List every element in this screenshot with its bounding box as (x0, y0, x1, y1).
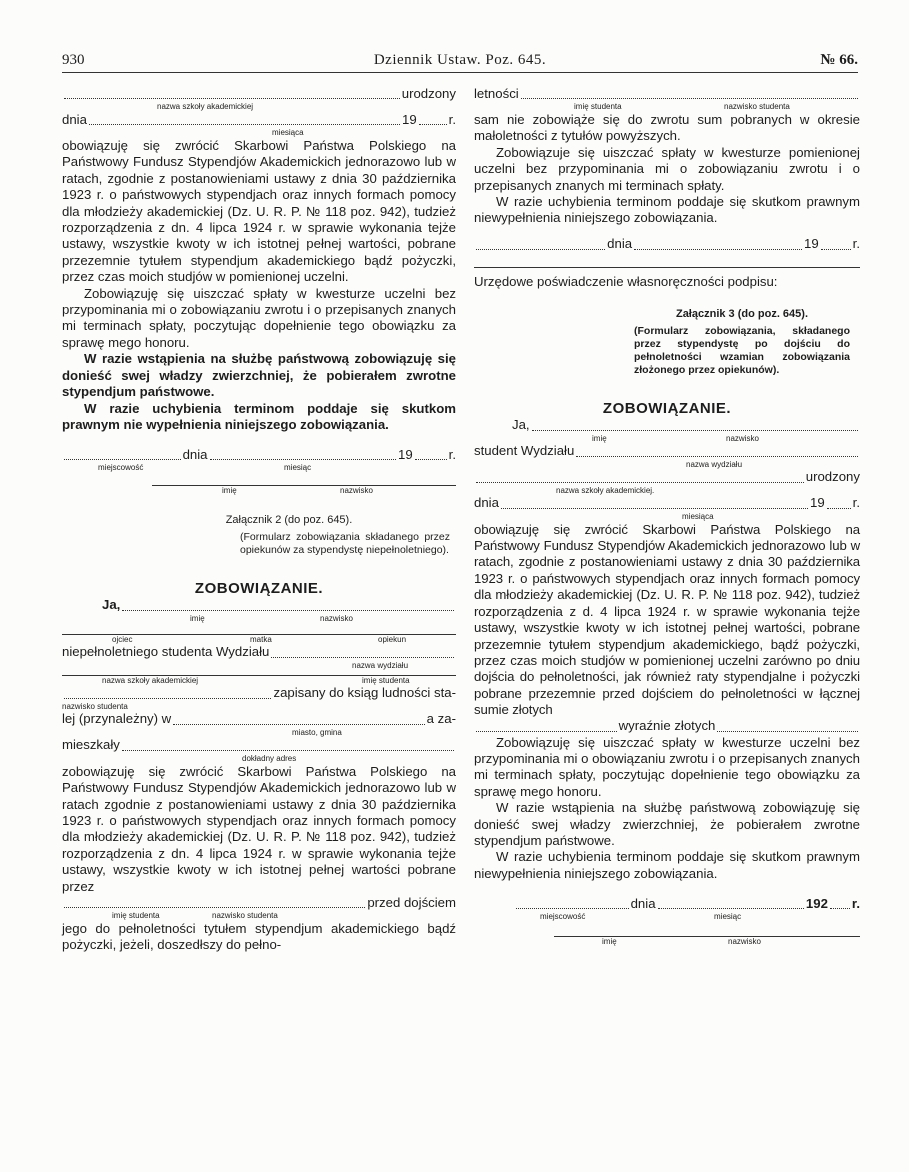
date-line: dnia 19 r. (474, 495, 860, 511)
right-column: letności imię studenta nazwisko studenta sam nie zobowiąże się do zwrotu sum pobranych w okresie małoletności z tytułów powyższych. Zobowiązuje się uiszczać spłaty w kwesturze pomienionej uczelni bez przypominania mi o zobowiązaniu zwrotu i o przepisanych znanych mi terminach spłaty. W razie uchybienia terminom poddaje się skutkom prawnym niewypełnienia niniejszego zobowiązania. dnia 19 r. Urzędowe poświadczenie własnoręczności podpisu: Załącznik 3 (do poz. 645). (Formularz zobowiązania, składanego przez stypendystę po dojściu do pełnoletności wzamian zobowiązania złożonego przez opiekunów). ZOBOWIĄZANIE. Ja, imię nazwisko student Wydziału nazwa wydziału urodzony nazwa szkoły akademickiej. dnia 19 r. miesiąca obowiązuję się zwrócić Skarbowi Państwa Polskiego na Państwowy Fundusz Stypendjów Akademickich jednorazowo lub w ratach, zgodnie z postanowieniami ustawy z dnia 30 października 1923 r. o państwowych stypendjach oraz innych formach pomocy dla młodzieży akademickiej (Dz. U. R. P. № 118 poz. 942), tudzież rozporządzenia z d. 4 lipca 1924 r. w sprawie wykonania tejże ustawy, wszystkie kwoty w ich istotnej pełnej wartości, pobrane przezemnie tytułem stypendjum akademickiego, bądź pożyczki, przez czas moich studjów w pomienionej uczelni zarówno po dniu dojścia do pełnoletności, jak również raty stypendjalne i pożyczki pobrane przezemnie przed dojściem do pełnoletności w łącznej sumie złotych wyraźnie złotych Zobowiązuję się uiszczać spłaty w kwesturze uczelni bez przypominania mi o obowiązaniu zwrotu i o przepisanych znanych mi terminach spłaty, poczytując dopełnienie tego obowiązku za sprawę mego honoru. W razie wstąpienia na służbę państwową zobowiązuję się donieść swej władzy zwierzchniej, że pobierałem zwrotne stypendjum państwowe. W razie uchybienia terminom poddaje się skutkom prawnym niewypełnienia niniejszego zobowiązania. dnia 192 r. miejscowość miesiąc imię nazwisko (474, 85, 860, 947)
paragraph: obowiązuję się zwrócić Skarbowi Państwa Polskiego na Państwowy Fundusz Stypendjów Akademickich jednorazowo lub w ratach, zgodnie z postanowieniami ustawy z dnia 30 października 1923 r. o państwowych stypendjach oraz innych formach pomocy dla młodzieży akademickiej (Dz. U. R. P. № 118 poz. 942), tudzież rozporządzenia z dn. 4 lipca 1924 r. w sprawie wykonania tejże ustawy, wszystkie kwoty w ich istotnej pełnej wartości, pobrane przezemnie tytułem stypendjum akademickiego bądź pożyczki, przez czas moich studjów w pomienionej uczelni. (62, 138, 456, 285)
mieszkaly-line: mieszkały (62, 738, 456, 754)
caption-miesiaca: miesiąca (272, 128, 304, 137)
annex-2 (62, 514, 456, 557)
przynalezny-line: lej (przynależny) w a za- (62, 711, 456, 727)
paragraph: Zobowiązuję się uiszczać spłaty w kwesturze uczelni bez przypominania mi o zobowiązaniu zwrotu i o przepisanych znanych mi terminach spłaty, poczytując dopełnienie tego obowiązku za sprawę mego honoru. (62, 285, 456, 350)
zapisany-line: zapisany do ksiąg ludności sta- (62, 686, 456, 702)
signature-date-line: dnia 19 r. (474, 237, 860, 253)
urodzony-line: urodzony (474, 470, 860, 486)
niepelnoletni-line: niepełnoletniego studenta Wydziału (62, 645, 456, 661)
paragraph: Zobowiązuję się uiszczać spłaty w kwesturze uczelni bez przypominania mi o obowiązaniu zwrotu i o przepisanych znanych mi terminach spłaty, poczytując dopełnienie tego obowiązku za sprawę mego honoru. (474, 734, 860, 799)
paragraph: W razie uchybienia terminom poddaje się skutkom prawnym niewypełnienia niniejszego zobowiązania. (474, 849, 860, 881)
student-line: student Wydziału (474, 444, 860, 460)
journal-title: Dziennik Ustaw. Poz. 645. (373, 52, 547, 68)
paragraph: W razie uchybienia terminom poddaje się skutkom prawnym nie wypełnienia niniejszego zobowiązania. (62, 400, 456, 432)
paragraph: zobowiązuję się zwrócić Skarbowi Państwa Polskiego na Państwowy Fundusz Stypendjów Akademickich jednorazowo lub w ratach zgodnie z postanowieniami ustawy z dnia 30 października 1923 r. o państwowych stypendjach oraz innych formach pomocy dla młodzieży akademickiej (Dz. U. R. P. № 118 poz. 942), tudzież rozporządzenia z dn. 4 lipca 1924 r. w sprawie wykonania tejże ustawy, wszystkie kwoty w ich istotnej pełnej wartości pobrane przez (62, 763, 456, 894)
signature-date-line: dnia 19 r. (62, 447, 456, 463)
przed-line: przed dojściem (62, 895, 456, 911)
annex-3 (474, 308, 860, 377)
paragraph: W razie uchybienia terminom poddaje się skutkom prawnym niewypełnienia niniejszego zobowiązania. (474, 194, 860, 226)
paragraph: W razie wstąpienia na służbę państwową zobowiązuję się donieść swej władzy zwierzchniej, że pobierałem zwrotne stypendjum państwowe. (62, 351, 456, 400)
page-number: 930 (62, 52, 85, 68)
page-header (62, 52, 858, 70)
ja-line: Ja, (474, 418, 860, 434)
annex-3-note: (Formularz zobowiązania, składanego przez stypendystę po dojściu do pełnoletności wzamian zobowiązania złożonego przez opiekunów). (634, 325, 850, 377)
zobowiazanie-title: ZOBOWIĄZANIE. (602, 400, 732, 418)
letnosci-line: letności (474, 86, 860, 102)
signature-date-line: dnia 192 r. (474, 896, 860, 912)
school-line: urodzony (62, 86, 456, 102)
caption-school: nazwa szkoły akademickiej (157, 102, 254, 111)
header-rule (62, 72, 858, 73)
left-column: urodzony nazwa szkoły akademickiej dnia 19 r. miesiąca obowiązuję się zwrócić Skarbowi Państwa Polskiego na Państwowy Fundusz Stypendjów Akademickich jednorazowo lub w ratach, zgodnie z postanowieniami ustawy z dnia 30 października 1923 r. o państwowych stypendjach oraz innych formach pomocy dla młodzieży akademickiej (Dz. U. R. P. № 118 poz. 942), tudzież rozporządzenia z dn. 4 lipca 1924 r. w sprawie wykonania tejże ustawy, wszystkie kwoty w ich istotnej pełnej wartości, pobrane przezemnie tytułem stypendjum akademickiego bądź pożyczki, przez czas moich studjów w pomienionej uczelni. Zobowiązuję się uiszczać spłaty w kwesturze uczelni bez przypominania mi o zobowiązaniu zwrotu i o przepisanych znanych mi terminach spłaty, poczytując dopełnienie tego obowiązku za sprawę mego honoru. W razie wstąpienia na służbę państwową zobowiązuję się donieść swej władzy zwierzchniej, że pobierałem zwrotne stypendjum państwowe. W razie uchybienia terminom poddaje się skutkom prawnym nie wypełnienia niniejszego zobowiązania. dnia 19 r. miejscowość miesiąc imię nazwisko Załącznik 2 (do poz. 645). (Formularz zobowiązania składanego przez opiekunów za stypendystę niepełnoletniego). ZOBOWIĄZANIE. Ja, imię nazwisko ojciec matka opiekun niepełnoletniego studenta Wydziału nazwa wydziału nazwa szkoły akademickiej imię studenta zapisany do ksiąg ludności sta- nazwisko studenta lej (przynależny) w a za- miasto, gmina mieszkały dokładny adres zobowiązuję się zwrócić Skarbowi Państwa Polskiego na Państwowy Fundusz Stypendjów Akademickich jednorazowo lub w ratach zgodnie z postanowieniami ustawy z dnia 30 października 1923 r. o państwowych stypendjach oraz innych formach pomocy dla młodzieży akademickiej (Dz. U. R. P. № 118 poz. 942), tudzież rozporządzenia z dn. 4 lipca 1924 r. w sprawie wykonania tejże ustawy, wszystkie kwoty w ich istotnej pełnej wartości pobrane przez przed dojściem imię studenta nazwisko studenta jego do pełnoletności tytułem stypendjum akademickiego bądź pożyczki, jeżeli, doszedłszy do pełno- (62, 85, 456, 953)
annex-2-title: Załącznik 2 (do poz. 645). (225, 514, 353, 527)
paragraph: W razie wstąpienia na służbę państwową zobowiązuję się donieść swej władzy zwierzchniej, że pobierałem zwrotne stypendjum państwowe. (474, 800, 860, 848)
date-line: dnia 19 r. (62, 111, 456, 127)
paragraph: Zobowiązuje się uiszczać spłaty w kwesturze pomienionej uczelni bez przypominania mi o zobowiązaniu zwrotu i o przepisanych znanych mi terminach spłaty. (474, 144, 860, 193)
paragraph: sam nie zobowiąże się do zwrotu sum pobranych w okresie małoletności z tytułów powyższych. (474, 112, 860, 144)
zobowiazanie-title: ZOBOWIĄZANIE. (194, 580, 324, 598)
paragraph: obowiązuję się zwrócić Skarbowi Państwa Polskiego na Państwowy Fundusz Stypendjów Akademickich jednorazowo lub w ratach, zgodnie z postanowieniami ustawy z dnia 30 października 1923 r. o państwowych stypendjach oraz innych formach pomocy dla młodzieży akademickiej (Dz. U. R. P. № 118 poz. 942), tudzież rozporządzenia z d. 4 lipca 1924 r. w sprawie wykonania tejże ustawy, wszystkie kwoty w ich istotnej pełnej wartości, pobrane przezemnie tytułem stypendjum akademickiego, bądź pożyczki, przez czas moich studjów w pomienionej uczelni zarówno po dniu dojścia do pełnoletności, jak również raty stypendjalne i pożyczki pobrane przezemnie przed dojściem do pełnoletności w łącznej sumie złotych (474, 521, 860, 718)
ja-line: Ja, (62, 598, 456, 614)
certification-text: Urzędowe poświadczenie własnoręczności podpisu: (474, 273, 778, 289)
annex-3-title: Załącznik 3 (do poz. 645). (675, 308, 809, 321)
issue-number: № 66. (820, 52, 858, 68)
paragraph: jego do pełnoletności tytułem stypendjum akademickiego bądź pożyczki, jeżeli, doszedłszy do pełno- (62, 920, 456, 953)
annex-2-note: (Formularz zobowiązania składanego przez opiekunów za stypendystę niepełnoletniego). (240, 531, 450, 557)
suma-line: wyraźnie złotych (474, 719, 860, 735)
